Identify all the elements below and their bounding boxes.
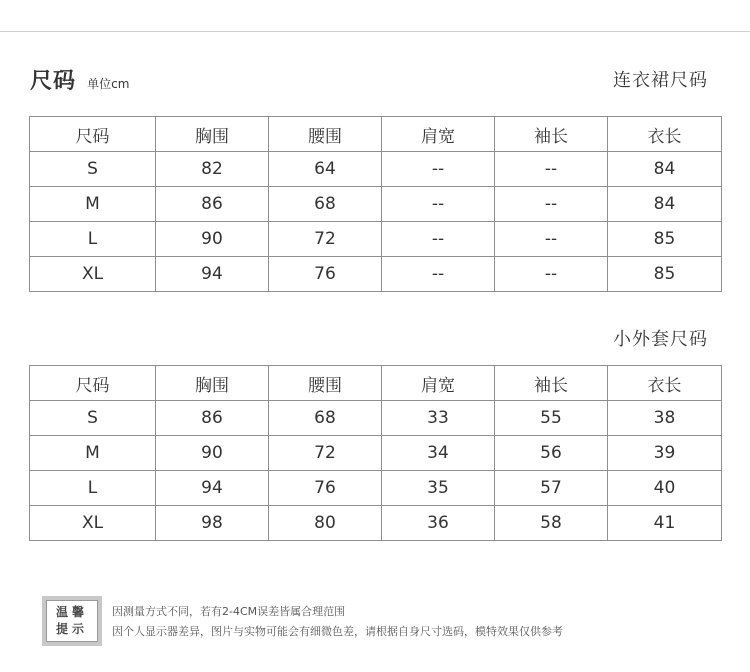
table-cell: 84 xyxy=(608,152,722,187)
table-cell: 84 xyxy=(608,187,722,222)
table-cell: 58 xyxy=(495,506,608,541)
table-cell: 40 xyxy=(608,471,722,506)
table-cell: 80 xyxy=(269,506,382,541)
header-length: 衣长 xyxy=(608,117,722,152)
table-cell: 56 xyxy=(495,436,608,471)
table-cell: M xyxy=(30,436,156,471)
table-cell: -- xyxy=(382,257,495,292)
table-cell: XL xyxy=(30,257,156,292)
table-cell: 94 xyxy=(156,471,269,506)
table-row xyxy=(30,401,722,436)
table-cell: 85 xyxy=(608,222,722,257)
table-cell: L xyxy=(30,471,156,506)
unit-label: 单位cm xyxy=(87,77,130,91)
table-row xyxy=(30,187,722,222)
table-cell: 55 xyxy=(495,401,608,436)
table-cell: -- xyxy=(382,152,495,187)
table-cell: -- xyxy=(495,257,608,292)
table-cell: 36 xyxy=(382,506,495,541)
tip-color-note: 因个人显示器差异，图片与实物可能会有细微色差，请根据自身尺寸选码，模特效果仅供参考 xyxy=(112,625,563,638)
header-length: 衣长 xyxy=(608,366,722,401)
table-cell: 94 xyxy=(156,257,269,292)
table-cell: 39 xyxy=(608,436,722,471)
tip-measurement-note: 因测量方式不同，若有2-4CM误差皆属合理范围 xyxy=(112,605,346,618)
table-cell: 76 xyxy=(269,471,382,506)
table-row xyxy=(30,471,722,506)
table-cell: -- xyxy=(382,222,495,257)
table-row xyxy=(30,152,722,187)
table-cell: 68 xyxy=(269,187,382,222)
jacket-size-label: 小外套尺码 xyxy=(613,329,708,350)
table-cell: 86 xyxy=(156,187,269,222)
table-row xyxy=(30,506,722,541)
table-cell: S xyxy=(30,152,156,187)
jacket-size-table xyxy=(29,365,722,541)
header-chest: 胸围 xyxy=(156,117,269,152)
table-cell: -- xyxy=(495,222,608,257)
page-title: 尺码 xyxy=(30,69,77,94)
table-row xyxy=(30,436,722,471)
table-row xyxy=(30,257,722,292)
table-cell: -- xyxy=(495,152,608,187)
table-cell: 72 xyxy=(269,436,382,471)
table-cell: 57 xyxy=(495,471,608,506)
table-cell: -- xyxy=(382,187,495,222)
table-cell: 72 xyxy=(269,222,382,257)
header-sleeve: 袖长 xyxy=(495,117,608,152)
table-cell: M xyxy=(30,187,156,222)
dress-size-label: 连衣裙尺码 xyxy=(613,70,708,91)
table-row xyxy=(30,222,722,257)
size-chart-title xyxy=(30,64,129,94)
table-cell: S xyxy=(30,401,156,436)
header-shoulder: 肩宽 xyxy=(382,366,495,401)
table-cell: 68 xyxy=(269,401,382,436)
header-size: 尺码 xyxy=(30,117,156,152)
table-cell: 90 xyxy=(156,436,269,471)
table-header-row xyxy=(30,366,722,401)
header-sleeve: 袖长 xyxy=(495,366,608,401)
table-cell: 76 xyxy=(269,257,382,292)
top-divider xyxy=(0,31,750,32)
header-waist: 腰围 xyxy=(269,117,382,152)
dress-size-table xyxy=(29,116,722,292)
header-waist: 腰围 xyxy=(269,366,382,401)
table-cell: 85 xyxy=(608,257,722,292)
table-cell: 98 xyxy=(156,506,269,541)
table-cell: 33 xyxy=(382,401,495,436)
table-cell: XL xyxy=(30,506,156,541)
header-chest: 胸围 xyxy=(156,366,269,401)
table-cell: 82 xyxy=(156,152,269,187)
table-header-row xyxy=(30,117,722,152)
tips-badge-line2: 提示 xyxy=(55,622,88,636)
tips-badge xyxy=(42,596,102,646)
table-cell: -- xyxy=(495,187,608,222)
table-cell: 34 xyxy=(382,436,495,471)
tips-badge-line1: 温馨 xyxy=(55,605,88,619)
table-cell: 90 xyxy=(156,222,269,257)
header-shoulder: 肩宽 xyxy=(382,117,495,152)
table-cell: 41 xyxy=(608,506,722,541)
table-cell: 35 xyxy=(382,471,495,506)
table-cell: 64 xyxy=(269,152,382,187)
header-size: 尺码 xyxy=(30,366,156,401)
table-cell: L xyxy=(30,222,156,257)
table-cell: 86 xyxy=(156,401,269,436)
table-cell: 38 xyxy=(608,401,722,436)
